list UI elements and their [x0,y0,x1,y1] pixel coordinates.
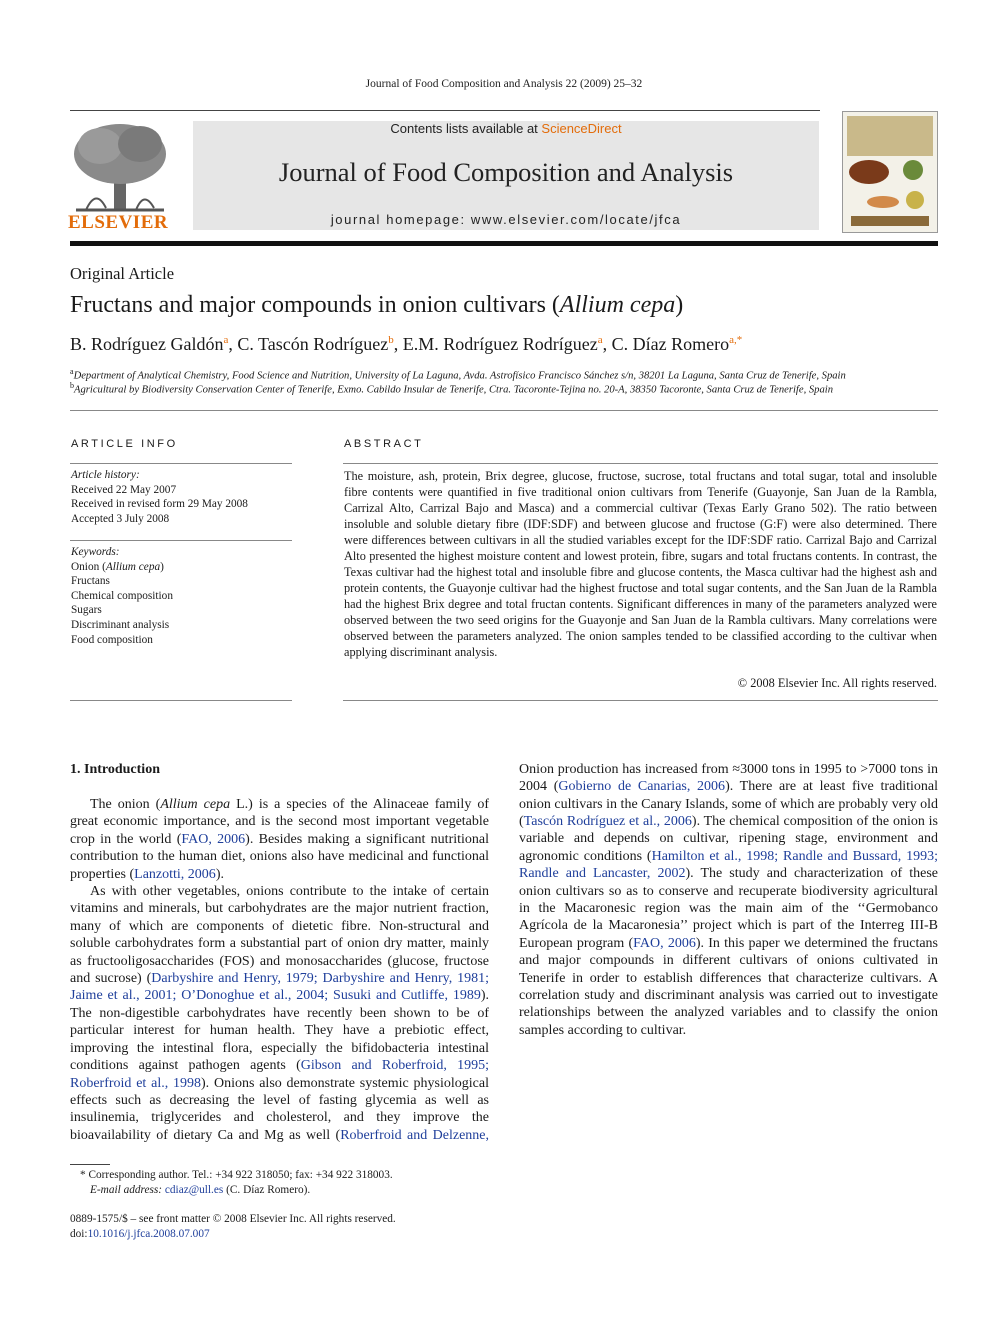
received-date: Received 22 May 2007 [71,483,177,496]
author-name: C. Tascón Rodríguez [237,334,389,354]
affiliation-text: Department of Analytical Chemistry, Food Science and Nutrition, University of La Laguna, Avda. Astrofísico Francisco Sánchez s/n, 38201 La Laguna, Santa Cruz de Tenerife, Spain [73,370,846,382]
doi-label: doi: [70,1227,88,1240]
abstract-copyright: © 2008 Elsevier Inc. All rights reserved. [737,676,937,690]
paragraph: The onion (Allium cepa L.) is a species of the Alinaceae family of great economic importance, and is the second most important vegetable crop in the world (FAO, 2006). Besides making a significant nutritional contribution to the human diet, onions also have medicinal and functional properties (Lanzotti, 2006). [70,797,489,882]
contents-line [193,121,819,136]
contents-prefix: Contents lists available at [390,121,542,136]
journal-title: Journal of Food Composition and Analysis [278,157,734,187]
keyword: Fructans [71,575,110,588]
corresponding-text: Corresponding author. Tel.: +34 922 318050; fax: +34 922 318003. [88,1169,393,1181]
keywords [71,545,301,647]
body-column-right [519,762,938,1202]
keyword: Sugars [71,604,102,617]
citation-link[interactable]: Lanzotti, 2006 [134,866,216,882]
article-history [71,468,301,526]
footnote-mark: * [80,1169,86,1181]
article-title [70,292,683,319]
affiliation-mark: a [70,367,74,376]
journal-homepage[interactable]: journal homepage: www.elsevier.com/locate/jfca [330,212,682,227]
affiliation [70,367,846,382]
doi-link[interactable]: 10.1016/j.jfca.2008.07.007 [87,1227,210,1240]
italic-term: Allium cepa [160,797,231,812]
citation-link[interactable]: FAO, 2006 [181,831,246,847]
paragraph: As with other vegetables, onions contribute to the intake of certain vitamins and minerals, but carbohydrates are the major nutrient fraction, many of which are components of dietetic fibre. Non-structural and soluble carbohydrates form a substantial part of onion dry matter, mainly as fructooligosaccharides (FOS) and monosaccharides (glucose, fructose and sucrose) (Darbyshire and Henry, 1979; Darbyshire and Henry, 1981; Jaime et al., 2001; O’Donoghue et al., 2004; Susuki and Cutliffe, 1989). The non-digestible carbohydrates have recently been shown to be of particular interest for human health. They have a prebiotic effect, improving the intestinal flora, especially the bifidobacteria intestinal conditions against pathogen agents (Gibson and Roberfroid, 1995; Roberfroid et al., 1998). Onions also demonstrate systemic physiological effects such as decreasing the level of fasting glycemia as well as insulinemia, triglycerides and cholesterol, and they improve the bioavailability of dietary Ca and Mg as well (Roberfroid and Delzenne, [70,883,489,1146]
section-rule [70,410,938,411]
keyword-italic: Allium cepa [105,560,161,573]
abstract-rule [343,463,938,464]
author-name: B. Rodríguez Galdón [70,334,224,354]
accepted-date: Accepted 3 July 2008 [71,512,170,525]
keyword [71,560,301,575]
publisher-wordmark: ELSEVIER [68,212,169,233]
info-rule [70,540,292,541]
author-name: C. Díaz Romero [611,334,730,354]
body-column-left [70,796,489,1146]
citation-link[interactable]: Tascón Rodríguez et al., 2006 [523,813,692,829]
header-thick-rule [70,241,938,246]
revised-date: Received in revised form 29 May 2008 [71,498,248,511]
title-italic: Allium cepa [559,292,676,318]
title-end: ) [675,292,684,318]
keyword: Chemical composition [71,589,173,602]
keywords-label: Keywords: [71,546,120,558]
citation-link[interactable]: Hamilton et al., 1998; Randle and Bussard, 1993; Randle and Lancaster, 2002 [519,848,938,882]
author-affil-mark[interactable]: a [223,334,229,346]
author-affil-mark[interactable]: b [388,334,394,346]
email-owner: (C. Díaz Romero). [226,1183,311,1196]
keyword-text: ) [160,560,164,573]
front-matter [70,1212,396,1241]
article-info-heading: ARTICLE INFO [71,438,178,450]
keyword-text: Onion ( [71,560,106,573]
abstract-rule [343,700,938,701]
sciencedirect-link[interactable]: ScienceDirect [541,121,622,136]
keyword: Discriminant analysis [71,618,170,631]
citation-link[interactable]: Darbyshire and Henry, 1979; Darbyshire and Henry, 1981; Jaime et al., 2001; O’Donoghue et al., 2004; Susuki and Cutliffe, 1989 [70,971,489,1004]
citation-link[interactable]: Gobierno de Canarias, 2006 [558,779,726,795]
abstract-heading: ABSTRACT [344,438,424,450]
citation-link[interactable]: Gibson and Roberfroid, 1995; Roberfroid et al., 1998 [70,1058,489,1091]
author-list: B. Rodríguez Galdón$^a$, C. Tascón Rodríguez$^b$, E.M. Rodríguez Rodríguez$^a$, C. Díaz Romero$^{a,*}$ [70,334,743,354]
citation-link[interactable]: FAO, 2006 [633,935,696,951]
author-name: E.M. Rodríguez Rodríguez [402,334,598,354]
affiliation-mark: b [70,381,74,390]
affiliation-text: Agricultural by Biodiversity Conservation Center of Tenerife, Exmo. Cabildo Insular de Tenerife, Ctra. Tacoronte-Tejina no. 20-A, 38350 Tacoronte, Santa Cruz de Tenerife, Spain [74,384,834,396]
paragraph: Onion production has increased from ≈3000 tons in 1995 to >7000 tons in 2004 (Gobierno de Canarias, 2006). There are at least five traditional onion cultivars in the Canary Islands, some of which are probably very old (Tascón Rodríguez et al., 2006). The chemical composition of the onion is variable and depends on cultivar, ripening stage, environment and agronomic conditions (Hamilton et al., 1998; Randle and Bussard, 1993; Randle and Lancaster, 2002). The study and characterization of these onion cultivars so as to conserve and recuperate biodiversity agricultural in the Macaronesic region was the main aim of the ‘‘Germobanco Agrícola de la Macaronesia’’ project which is part of the Interreg III-B European program (FAO, 2006). In this paper we determined the fructans and major compounds in different cultivars of onions cultivated in Tenerife in order to establish differences that characterize cultivars. A correlation study and discriminant analysis was carried out to investigate relationships between the analyzed variables and to classify the onion samples according to cultivar. [519,762,938,1038]
affiliation [70,381,833,396]
section-heading: 1. Introduction [70,762,160,777]
citation-link[interactable]: Roberfroid and Delzenne, [340,1127,489,1143]
article-type: Original Article [70,264,175,283]
corresponding-footnote [70,1168,393,1197]
history-label: Article history: [71,469,140,481]
author-affil-mark[interactable]: a,* [729,334,743,346]
journal-cover-thumbnail [842,111,938,233]
keyword: Food composition [71,633,153,646]
info-rule [70,463,292,464]
email-label: E-mail address: [90,1183,163,1196]
footnote-rule [70,1164,110,1165]
info-rule [70,700,292,701]
front-matter-text: 0889-1575/$ – see front matter © 2008 Elsevier Inc. All rights reserved. [70,1213,396,1225]
title-main: Fructans and major compounds in onion cultivars ( [70,292,560,318]
author-affil-mark[interactable]: a [597,334,603,346]
abstract-text: The moisture, ash, protein, Brix degree, glucose, fructose, sucrose, total fructans and total sugar, total and insoluble fibre contents were quantified in five traditional onion cultivars from Tenerife (Guayonje, San Juan de la Rambla, Carrizal Alto, Carrizal Bajo and Masca) and a commercial cultivar (Texas Early Grano 502). The ratio between insoluble and soluble dietary fibre (IDF:SDF) and between glucose and fructose (G:F) were also determined. There were differences between cultivars in all the studied variables except for the IDF:SDF ratio. Carrizal Bajo and Carrizal Alto presented the highest moisture content and lowest protein, fibre, sugars and total fructans contents. In contrast, the Texas cultivar had the highest total and insoluble fibre and glucose contents, the Masca cultivar had the highest ash and protein contents, the Guayonje cultivar had the highest fructose and total sugar contents, and the San Juan de la Rambla had the highest Brix degree and total fructan contents. Significant differences in many of the parameters analyzed were observed between the two seed origins for the Guayonje and San Juan de la Rambla cultivars. Many correlations were observed between the parameters analyzed. The onion samples tended to be classified according to the cultivar when applying discriminant analysis. [344,469,937,659]
email-link[interactable]: cdiaz@ull.es [164,1183,224,1196]
header-rule [70,110,820,111]
running-head: Journal of Food Composition and Analysis 22 (2009) 25–32 [365,78,643,90]
